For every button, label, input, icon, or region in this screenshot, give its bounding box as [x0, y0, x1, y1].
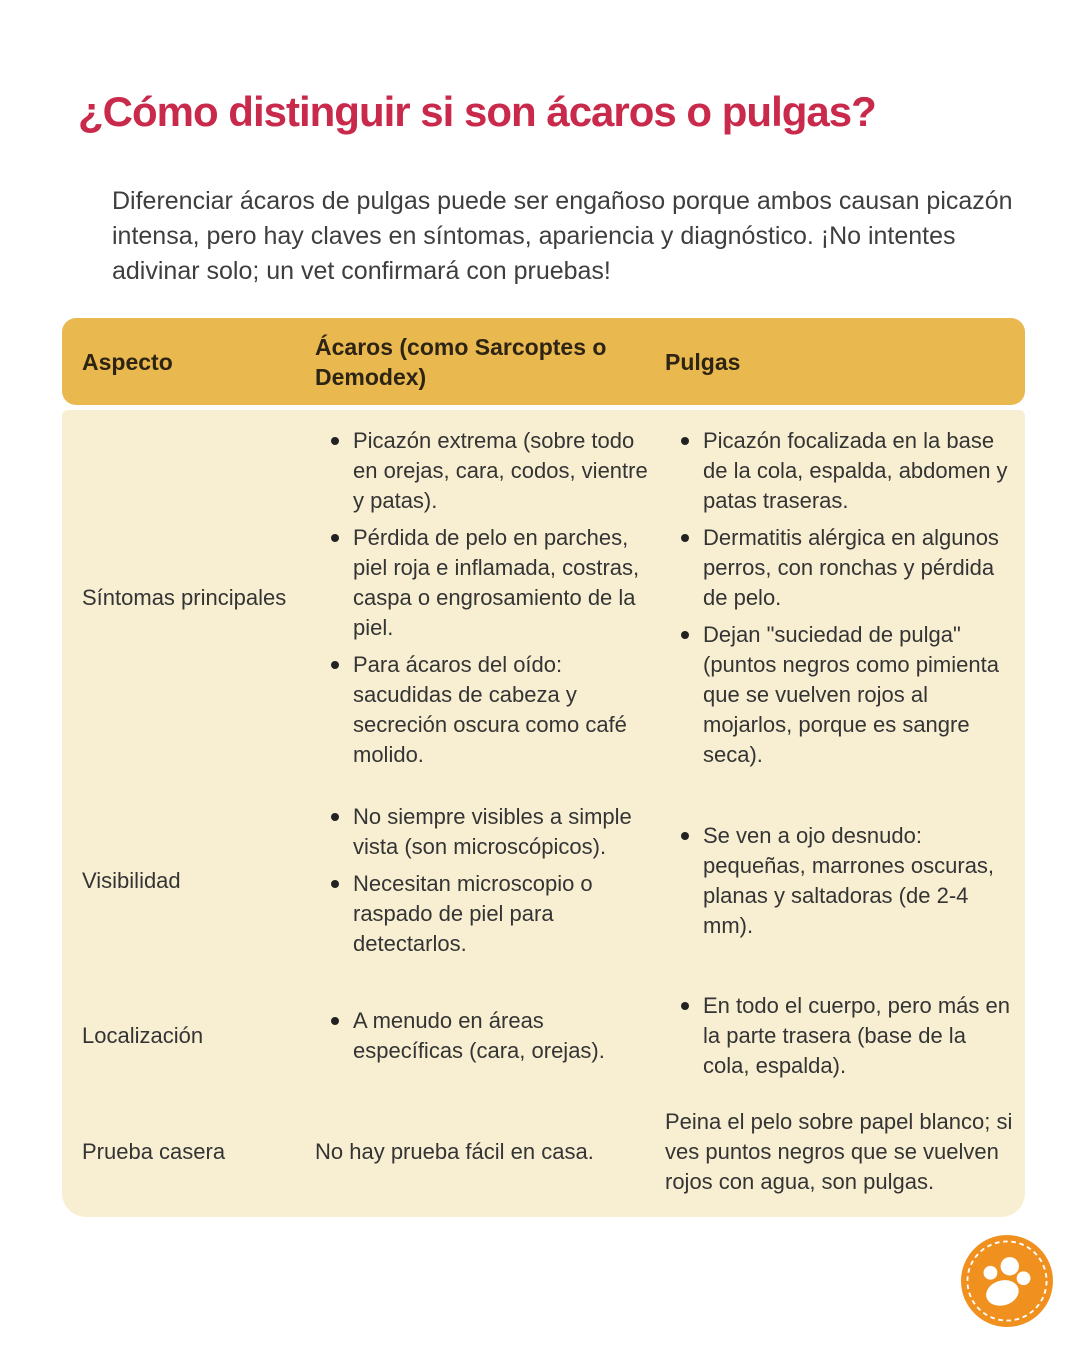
pulgas-cell	[665, 802, 1025, 959]
acaros-cell	[315, 802, 665, 959]
header-label: Aspecto	[82, 348, 173, 375]
header-label: Ácaros (como Sarcoptes o Demodex)	[315, 333, 607, 390]
header-cell-aspecto	[62, 318, 315, 405]
table-header-row	[62, 318, 1025, 405]
row-label: Prueba casera	[82, 1139, 226, 1164]
bullet-item: Necesitan microscopio o raspado de piel para detectarlos.	[315, 869, 665, 959]
bullet-list	[665, 426, 1025, 770]
table-body	[62, 410, 1025, 1217]
header-cell-acaros	[315, 318, 665, 405]
bullet-item: Para ácaros del oído: sacudidas de cabeza y secreción oscura como café molido.	[315, 650, 665, 770]
bullet-list	[315, 426, 665, 770]
pulgas-cell	[665, 991, 1025, 1081]
bullet-item: Se ven a ojo desnudo: pequeñas, marrones oscuras, planas y saltadoras (de 2-4 mm).	[665, 821, 1025, 941]
row-label: Visibilidad	[82, 867, 181, 893]
bullet-item: Picazón focalizada en la base de la cola, espalda, abdomen y patas traseras.	[665, 426, 1025, 516]
acaros-cell	[315, 426, 665, 770]
pulgas-cell	[665, 1107, 1025, 1197]
table-row-sintomas	[62, 412, 1025, 782]
row-label: Síntomas principales	[82, 585, 287, 610]
bullet-list	[665, 821, 1025, 941]
acaros-cell	[315, 1107, 665, 1197]
bullet-item: No siempre visibles a simple vista (son microscópicos).	[315, 802, 665, 862]
bullet-list	[315, 1006, 665, 1066]
bullet-item: Pérdida de pelo en parches, piel roja e inflamada, costras, caspa o engrosamiento de la piel.	[315, 523, 665, 643]
header-cell-pulgas	[665, 318, 1025, 405]
comparison-table	[62, 318, 1025, 1217]
bullet-item: Dermatitis alérgica en algunos perros, con ronchas y pérdida de pelo.	[665, 523, 1025, 613]
bullet-list	[665, 991, 1025, 1081]
header-label: Pulgas	[665, 348, 741, 375]
intro-paragraph: Diferenciar ácaros de pulgas puede ser engañoso porque ambos causan picazón intensa, pero hay claves en síntomas, apariencia y diagnóstico. ¡No intentes adivinar solo; un vet confirmará con pruebas!	[112, 187, 1013, 285]
bullet-list	[315, 802, 665, 959]
table-row-prueba-casera	[62, 1093, 1025, 1211]
bullet-item: Picazón extrema (sobre todo en orejas, cara, codos, vientre y patas).	[315, 426, 665, 516]
cell-text: Peina el pelo sobre papel blanco; si ves puntos negros que se vuelven rojos con agua, son pulgas.	[665, 1109, 1013, 1194]
acaros-cell	[315, 991, 665, 1081]
bullet-item: En todo el cuerpo, pero más en la parte trasera (base de la cola, espalda).	[665, 991, 1025, 1081]
row-label: Localización	[82, 1023, 204, 1048]
table-row-visibilidad	[62, 782, 1025, 979]
bullet-item: A menudo en áreas específicas (cara, orejas).	[315, 1006, 665, 1066]
cell-text: No hay prueba fácil en casa.	[315, 1139, 594, 1164]
paw-icon	[961, 1235, 1053, 1327]
pulgas-cell	[665, 426, 1025, 770]
page-title: ¿Cómo distinguir si son ácaros o pulgas?	[78, 88, 876, 135]
bullet-item: Dejan "suciedad de pulga" (puntos negros como pimienta que se vuelven rojos al mojarlos, porque es sangre seca).	[665, 620, 1025, 770]
table-row-localizacion	[62, 979, 1025, 1093]
